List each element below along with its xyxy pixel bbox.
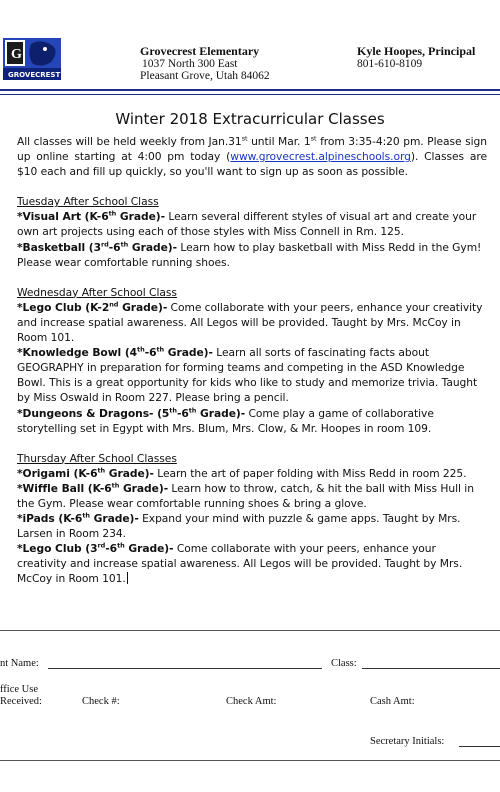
- class-item-origami: *Origami (K-6th Grade)- Learn the art of paper folding with Miss Redd in room 225.: [17, 466, 467, 480]
- class-item-wiffle-ball: *Wiffle Ball (K-6th Grade)- Learn how to throw, catch, & hit the ball with Miss Hull in the Gym. Please wear comfortable running shoes & bring a glove.: [17, 481, 474, 510]
- svg-text:G: G: [11, 47, 22, 62]
- school-info: [140, 45, 270, 83]
- wednesday-heading: Wednesday After School Class: [17, 285, 177, 299]
- document-body: [17, 134, 487, 587]
- text-cursor: [127, 572, 128, 584]
- check-amount-label: Check Amt:: [226, 696, 277, 707]
- office-use-label: ffice Use: [0, 684, 38, 695]
- tuesday-heading: Tuesday After School Class: [17, 195, 159, 209]
- student-name-label: nt Name:: [0, 658, 39, 669]
- school-address-line1: 1037 North 300 East: [142, 57, 238, 70]
- intro-paragraph: All classes will be held weekly from Jan.31st until Mar. 1st from 3:35-4:20 pm. Please sign up online starting at 4:00 pm today (www.grovecrest.alpineschools.org). Classes are $10 each and fill up quickly, so you'll want to sign up as soon as possible.: [17, 134, 487, 179]
- secretary-initials-label: Secretary Initials:: [370, 736, 445, 747]
- header-divider-thick: [0, 89, 500, 91]
- class-item-lego-club-36: *Lego Club (3rd-6th Grade)- Come collaborate with your peers, enhance your creativity and increase spatial awareness. All Legos will be provided. Taught by Mrs. McCoy in Room 101.: [17, 541, 463, 586]
- class-item-visual-art: *Visual Art (K-6th Grade)- Learn several different styles of visual art and create your own art projects using each of those styles with Miss Connell in Rm. 125.: [17, 209, 477, 239]
- class-item-knowledge-bowl: *Knowledge Bowl (4th-6th Grade)- Learn all sorts of fascinating facts about GEOGRAPHY in preparation for forming teams and competing in the ASD Knowledge Bowl. This is a great opportunity for kids who like to study and memorize trivia. Taught by Miss Oswald in Room 227. Please bring a pencil.: [17, 345, 478, 405]
- thursday-heading: Thursday After School Classes: [17, 451, 177, 465]
- principal-info: [357, 45, 475, 70]
- received-label: Received:: [0, 696, 42, 707]
- student-name-field[interactable]: [48, 668, 322, 669]
- signup-link[interactable]: www.grovecrest.alpineschools.org: [230, 150, 411, 164]
- class-item-dungeons-dragons: *Dungeons & Dragons- (5th-6th Grade)- Come play a game of collaborative storytelling set in Egypt with Mrs. Blum, Mrs. Clow, & Mr. Hoopes in room 109.: [17, 405, 434, 435]
- principal-name: Kyle Hoopes, Principal: [357, 44, 476, 58]
- school-address-line2: Pleasant Grove, Utah 84062: [140, 70, 270, 82]
- school-name: Grovecrest Elementary: [140, 44, 260, 58]
- header-divider-thin: [0, 94, 500, 95]
- check-number-label: Check #:: [82, 696, 120, 707]
- class-label: Class:: [331, 658, 357, 669]
- class-field[interactable]: [362, 668, 500, 669]
- class-item-lego-club-k2: *Lego Club (K-2nd Grade)- Come collaborate with your peers, enhance your creativity and increase spatial awareness. All Legos will be provided. Taught by Mrs. McCoy in Room 101.: [17, 300, 483, 345]
- footer-divider: [0, 630, 500, 631]
- school-logo: [3, 38, 61, 80]
- cash-amount-label: Cash Amt:: [370, 696, 415, 707]
- school-phone: 801-610-8109: [357, 57, 423, 70]
- logo-text: GROVECREST: [8, 71, 61, 79]
- class-item-basketball: *Basketball (3rd-6th Grade)- Learn how to play basketball with Miss Redd in the Gym! Please wear comfortable running shoes.: [17, 240, 482, 269]
- secretary-initials-field[interactable]: [459, 746, 500, 747]
- document-title: Winter 2018 Extracurricular Classes: [115, 110, 385, 128]
- class-item-ipads: *iPads (K-6th Grade)- Expand your mind with puzzle & game apps. Taught by Mrs. Larsen in Room 234.: [17, 511, 461, 541]
- bottom-divider: [0, 760, 500, 761]
